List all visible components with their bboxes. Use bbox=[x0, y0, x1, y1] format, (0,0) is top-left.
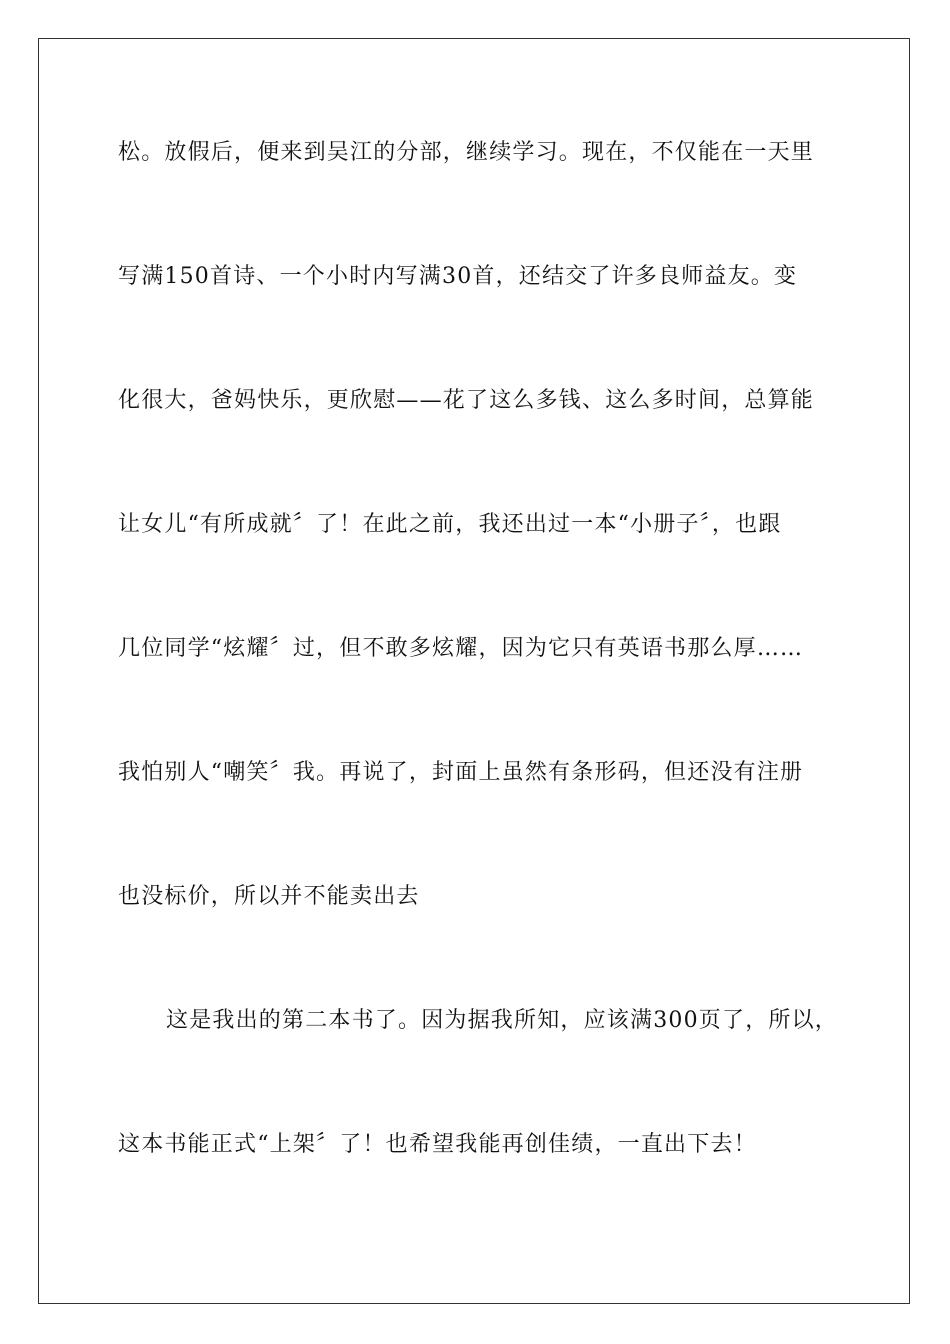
page-frame bbox=[38, 38, 910, 1304]
paragraph-start-line: 这是我出的第二本书了。因为据我所知，应该满300页了，所以， bbox=[166, 1008, 838, 1033]
text-line: 几位同学“炫耀〞过，但不敢多炫耀，因为它只有英语书那么厚…… bbox=[118, 636, 804, 661]
text-line: 化很大，爸妈快乐，更欣慰——花了这么多钱、这么多时间，总算能 bbox=[118, 388, 815, 413]
text-line: 我怕别人“嘲笑〞我。再说了，封面上虽然有条形码，但还没有注册 bbox=[118, 760, 804, 785]
text-line: 也没标价，所以并不能卖出去 bbox=[118, 884, 420, 909]
text-line: 让女儿“有所成就〞了！在此之前，我还出过一本“小册子〞，也跟 bbox=[118, 512, 782, 537]
text-line: 这本书能正式“上架〞了！也希望我能再创佳绩，一直出下去！ bbox=[118, 1132, 757, 1157]
text-line: 写满150首诗、一个小时内写满30首，还结交了许多良师益友。变 bbox=[118, 264, 798, 289]
text-line: 松。放假后，便来到吴江的分部，继续学习。现在，不仅能在一天里 bbox=[118, 140, 815, 165]
